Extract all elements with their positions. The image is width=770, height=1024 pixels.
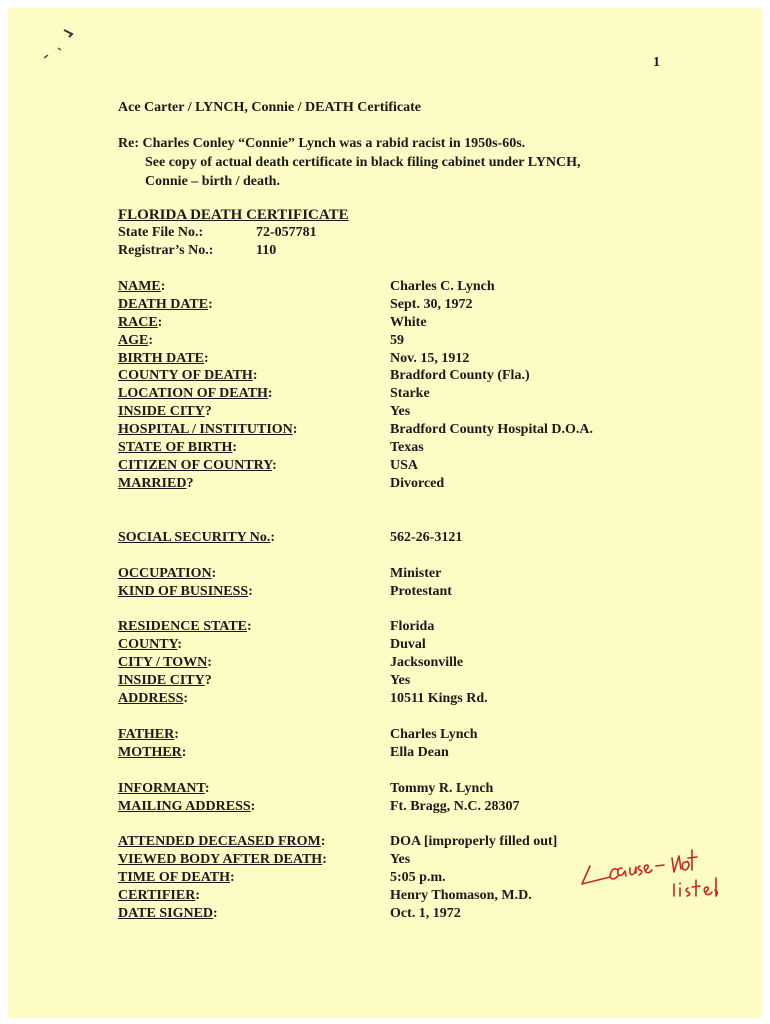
field-value: Minister: [390, 566, 442, 581]
field-label-text: INFORMANT: [118, 781, 205, 796]
field-label: [118, 583, 253, 601]
registrar-row: [118, 243, 277, 259]
field-label-text: STATE OF BIRTH: [118, 440, 233, 456]
field-label-text: FATHER: [118, 727, 175, 742]
field-label: [118, 887, 200, 905]
field-label: [118, 350, 209, 368]
field-value: Duval: [390, 636, 426, 652]
field-label-punct: ?: [204, 404, 212, 420]
field-label: [118, 744, 186, 762]
field-label-punct: ?: [186, 475, 194, 491]
field-label-text: CERTIFIER: [118, 887, 196, 903]
field-label-text: MOTHER: [118, 744, 182, 760]
field-value: White: [390, 314, 427, 330]
field-label-text: BIRTH DATE: [118, 350, 204, 366]
field-label: [118, 278, 165, 296]
field-label-text: VIEWED BODY AFTER DEATH: [118, 851, 323, 867]
re-line-1: Re: Charles Conley “Connie” Lynch was a rabid racist in 1950s-60s.: [118, 136, 526, 151]
field-value: Protestant: [390, 583, 452, 599]
field-label: [118, 726, 179, 744]
field-label: [118, 439, 237, 457]
handwritten-note: [580, 844, 750, 904]
page-number: 1: [653, 55, 660, 70]
field-label-text: SOCIAL SECURITY No.: [118, 530, 271, 545]
field-value: 562-26-3121: [390, 530, 463, 545]
re-line-2: See copy of actual death certificate in black filing cabinet under LYNCH,: [145, 155, 581, 170]
field-label-punct: :: [211, 566, 217, 581]
field-label-punct: :: [232, 440, 238, 456]
field-label: [118, 905, 218, 923]
field-label-punct: :: [195, 887, 200, 903]
field-label-punct: :: [207, 654, 212, 670]
field-label-text: TIME OF DEATH: [118, 869, 231, 885]
field-value: DOA [improperly filled out]: [390, 834, 558, 849]
field-label: [118, 314, 162, 332]
field-value: Oct. 1, 1972: [390, 905, 461, 921]
field-label-punct: :: [157, 314, 163, 330]
field-value: Charles Lynch: [390, 727, 478, 742]
field-value: 59: [390, 332, 404, 348]
field-label: [118, 475, 193, 493]
field-label: [118, 780, 210, 798]
field-label: [118, 296, 213, 314]
registrar-label: Registrar’s No.:: [118, 243, 214, 258]
document-page: [8, 8, 762, 1018]
field-label: [118, 457, 277, 475]
field-label-text: DEATH DATE: [118, 296, 209, 312]
field-value: Starke: [390, 386, 430, 402]
field-label-text: ATTENDED DECEASED FROM: [118, 834, 321, 849]
field-value: Yes: [390, 672, 411, 688]
field-value: 10511 Kings Rd.: [390, 690, 488, 706]
field-label-punct: :: [250, 798, 256, 814]
field-label: [118, 421, 297, 439]
field-value: Charles C. Lynch: [390, 279, 495, 294]
field-label: [118, 565, 216, 583]
field-label-text: HOSPITAL / INSTITUTION: [118, 422, 293, 438]
field-label: [118, 833, 325, 851]
field-label: [118, 385, 273, 403]
field-label-punct: :: [247, 619, 252, 634]
field-label-punct: :: [177, 636, 183, 652]
field-label-text: RACE: [118, 314, 158, 330]
field-label-punct: :: [213, 905, 218, 921]
field-value: Tommy R. Lynch: [390, 781, 494, 796]
field-label-punct: :: [181, 744, 187, 760]
field-label: [118, 403, 212, 421]
field-label-text: COUNTY: [118, 636, 178, 652]
field-label: [118, 367, 258, 385]
field-value: Divorced: [390, 475, 445, 491]
re-line-3: Connie – birth / death.: [145, 174, 280, 189]
field-value: Jacksonville: [390, 654, 464, 670]
field-label-punct: :: [204, 781, 210, 796]
field-label: [118, 798, 255, 816]
field-label-text: NAME: [118, 279, 161, 294]
field-label-punct: :: [322, 851, 327, 867]
field-value: Henry Thomason, M.D.: [390, 887, 532, 903]
state-file-row: [118, 225, 317, 241]
field-label-punct: ?: [204, 672, 212, 688]
certificate-title: FLORIDA DEATH CERTIFICATE: [118, 207, 349, 223]
field-label-text: LOCATION OF DEATH: [118, 386, 268, 402]
field-value: Yes: [390, 851, 411, 867]
field-label-punct: :: [208, 296, 213, 312]
field-label-text: OCCUPATION: [118, 566, 212, 581]
field-label-punct: :: [270, 530, 276, 545]
field-label-punct: :: [183, 690, 189, 706]
field-value: Ella Dean: [390, 744, 449, 760]
field-label: [118, 851, 327, 869]
field-label-punct: :: [320, 834, 326, 849]
field-label-punct: :: [204, 350, 209, 366]
field-label-punct: :: [160, 279, 166, 294]
field-label: [118, 672, 212, 690]
field-label-text: COUNTY OF DEATH: [118, 368, 253, 384]
field-value: Ft. Bragg, N.C. 28307: [390, 798, 520, 814]
field-label-text: INSIDE CITY: [118, 404, 205, 420]
field-label-punct: :: [248, 583, 253, 599]
field-value: Nov. 15, 1912: [390, 350, 470, 366]
staple-mark: [38, 24, 78, 69]
field-label-text: CITIZEN OF COUNTRY: [118, 457, 273, 473]
field-value: Florida: [390, 619, 435, 634]
field-label: [118, 690, 188, 708]
handwritten-note-drawing: [580, 844, 750, 904]
state-file-value: 72-057781: [256, 225, 317, 240]
field-label-punct: :: [148, 332, 154, 348]
field-label-text: KIND OF BUSINESS: [118, 583, 249, 599]
field-label-punct: :: [272, 457, 277, 473]
field-label-text: CITY / TOWN: [118, 654, 208, 670]
field-label: [118, 529, 275, 547]
field-label-text: ADDRESS: [118, 690, 184, 706]
field-label: [118, 636, 182, 654]
field-label-punct: :: [267, 386, 273, 402]
field-label: [118, 869, 235, 887]
document-header: Ace Carter / LYNCH, Connie / DEATH Certificate: [118, 100, 422, 115]
field-label-punct: :: [174, 727, 179, 742]
field-label: [118, 332, 153, 350]
field-value: USA: [390, 457, 419, 473]
field-label: [118, 618, 252, 636]
re-note: [118, 134, 581, 191]
field-label-punct: :: [252, 368, 258, 384]
field-label-text: INSIDE CITY: [118, 672, 205, 688]
field-label-text: AGE: [118, 332, 149, 348]
field-value: Yes: [390, 404, 411, 420]
field-label-punct: :: [292, 422, 298, 438]
field-label-text: RESIDENCE STATE: [118, 619, 248, 634]
field-value: Texas: [390, 440, 424, 456]
field-value: Sept. 30, 1972: [390, 296, 473, 312]
field-label-text: MAILING ADDRESS: [118, 798, 251, 814]
registrar-value: 110: [256, 243, 277, 258]
state-file-label: State File No.:: [118, 225, 204, 240]
field-label-text: MARRIED: [118, 475, 187, 491]
field-label-text: DATE SIGNED: [118, 905, 214, 921]
field-value: Bradford County Hospital D.O.A.: [390, 422, 594, 438]
field-value: Bradford County (Fla.): [390, 368, 530, 384]
field-value: 5:05 p.m.: [390, 869, 446, 885]
field-label-punct: :: [230, 869, 235, 885]
field-label: [118, 654, 212, 672]
